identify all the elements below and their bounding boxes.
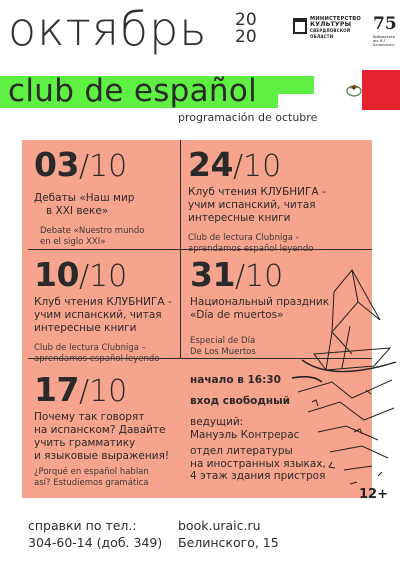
host-name: Мануэль Контрерас [190, 428, 300, 441]
event-day: 10 [34, 255, 79, 294]
club-title: club de español [8, 73, 258, 109]
start-time: начало в 16:30 [190, 374, 281, 386]
phone-label: справки по тел.: [28, 518, 137, 533]
year-top: 20 [235, 10, 257, 30]
event-title-ru [34, 411, 169, 463]
event-card [188, 145, 326, 255]
venue-info [178, 517, 279, 551]
ministry-logo [293, 16, 369, 40]
year-bottom: 20 [235, 27, 257, 47]
event-date [188, 145, 326, 184]
phone-number: 304-60-14 (доб. 349) [28, 535, 163, 550]
event-title-line: Клуб чтения КЛУБНИГА - [188, 186, 326, 198]
event-title-es [188, 233, 326, 255]
event-card [34, 370, 170, 489]
month-title: октябрь [8, 2, 208, 56]
event-title-line: на испанском? Давайте [34, 424, 166, 436]
address: Белинского, 15 [178, 535, 279, 550]
event-title-line: aprendamos español leyendo [34, 354, 160, 364]
event-title-line: aprendamos español leyendo [188, 244, 314, 254]
event-title-line: Debate «Nuestro mundo [40, 226, 145, 236]
event-title-line: в XXI веке» [46, 205, 109, 217]
event-day: 17 [34, 370, 79, 409]
event-day: 03 [34, 145, 79, 184]
event-title-line: ¿Porqué en español hablan [34, 467, 149, 477]
event-date [34, 370, 169, 409]
library-logo [373, 14, 397, 46]
event-day: 31 [190, 255, 235, 294]
location-line: на иностранных языках, [190, 457, 326, 470]
event-title-line: Национальный праздник [190, 296, 330, 308]
event-date [34, 255, 172, 294]
flag-red-stripe [362, 70, 400, 110]
event-title-line: así? Estudiemos gramática [34, 478, 149, 488]
event-title-es [34, 226, 144, 248]
event-title-line: Club de lectura Clubniga - [188, 233, 299, 243]
host-label: ведущий: [190, 416, 244, 428]
mexican-emblem-icon [344, 79, 364, 99]
ministry-mark-icon [293, 18, 307, 34]
ministry-line: МИНИСТЕРСТВО [310, 16, 361, 22]
library-line: им. В.Г. Белинского [373, 39, 395, 47]
event-title-es [34, 343, 172, 365]
event-title-line: учим испанский, читая [188, 199, 316, 211]
event-title-line: учить грамматику [34, 437, 136, 449]
subtitle: programación de octubre [178, 111, 318, 124]
ministry-line: КУЛЬТУРЫ [310, 21, 352, 28]
event-title-line: Club de lectura Clubniga – [34, 343, 146, 353]
entry-note: вход свободный [190, 395, 290, 407]
event-date [34, 145, 144, 184]
event-title-ru [34, 296, 172, 335]
event-title-es [34, 467, 169, 489]
event-title-line: интересные книги [188, 212, 291, 224]
event-month: /10 [232, 149, 282, 184]
event-title-line: Клуб чтения КЛУБНИГА - [34, 296, 172, 308]
paper-boat-illustration [292, 262, 400, 500]
age-rating: 12+ [359, 487, 388, 502]
event-title-line: и языковые выражения! [34, 450, 170, 462]
title-highlight-extension [278, 76, 314, 94]
event-card [34, 145, 145, 248]
library-number: 75 [373, 14, 397, 34]
event-month: /10 [78, 374, 128, 409]
contact-info [28, 517, 162, 551]
event-card [34, 255, 172, 365]
event-title-line: Почему так говорят [34, 411, 145, 423]
event-day: 24 [188, 145, 233, 184]
location-line: 4 этаж здания пристроя [190, 470, 326, 482]
library-line: Библиотека [373, 35, 395, 39]
year [235, 12, 265, 46]
event-title-line: интересные книги [34, 322, 137, 334]
event-title-line: Дебаты «Наш мир [34, 192, 135, 204]
event-title-line: en el siglo XXI» [40, 237, 106, 247]
location-line: отдел литературы [190, 445, 293, 457]
event-title-line: «Día de muertos» [190, 309, 284, 321]
event-month: /10 [78, 149, 128, 184]
event-month: /10 [234, 259, 284, 294]
event-title-line: Especial de Día [190, 336, 256, 346]
event-title-line: учим испанский, читая [34, 309, 162, 321]
event-title-ru [188, 186, 326, 225]
website-link[interactable]: book.uraic.ru [178, 518, 261, 533]
event-title-ru [34, 192, 144, 218]
event-month: /10 [78, 259, 128, 294]
ministry-line: СВЕРДЛОВСКОЙ ОБЛАСТИ [310, 28, 351, 39]
event-title-line: De Los Muertos [190, 347, 256, 357]
